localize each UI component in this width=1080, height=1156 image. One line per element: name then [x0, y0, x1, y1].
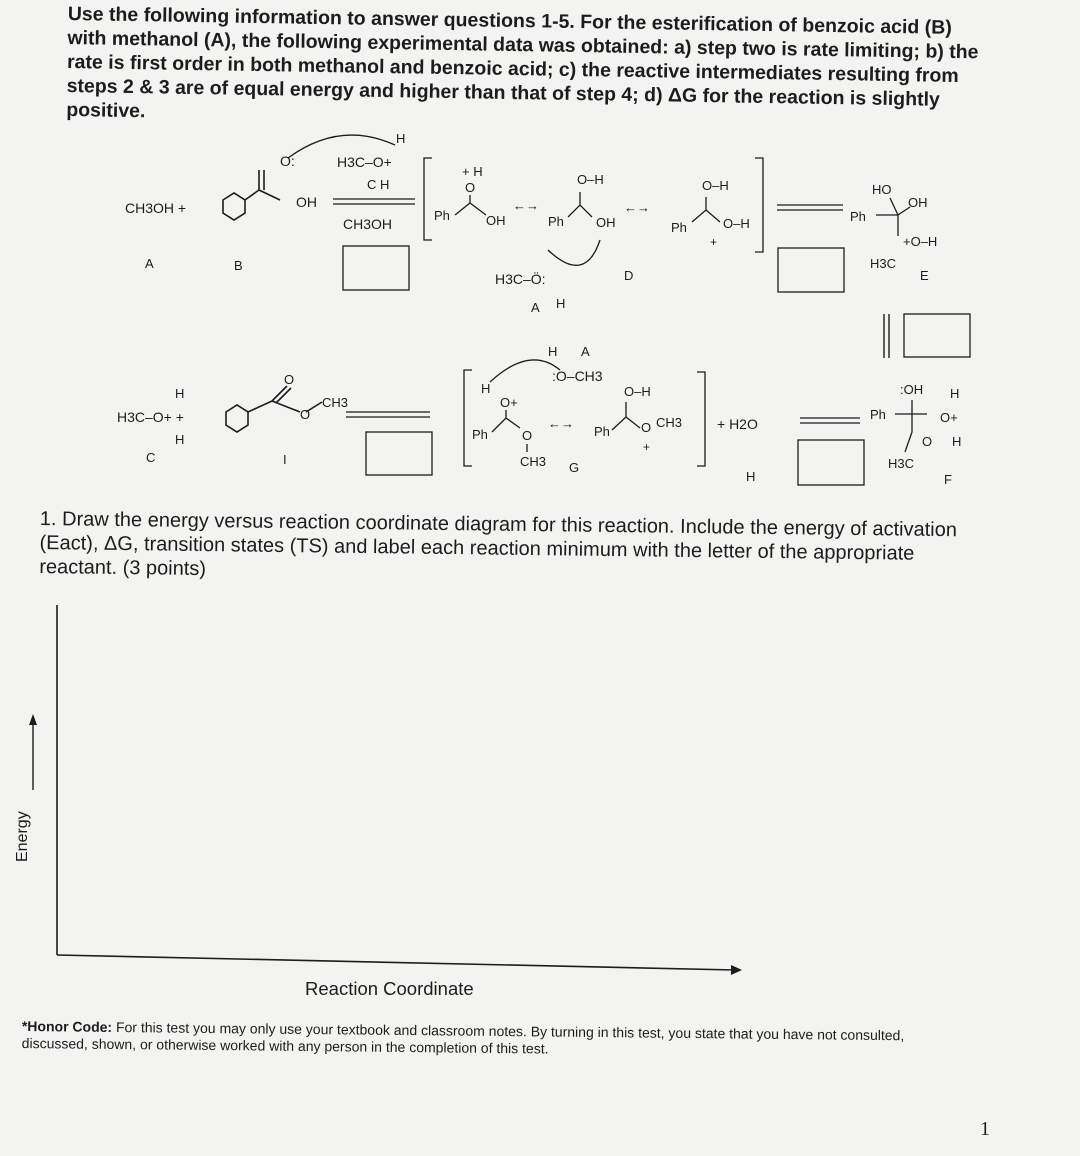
h-under: H [556, 296, 566, 311]
svg-text:O: O [284, 372, 295, 387]
label-g: G [569, 460, 580, 475]
carbonyl-o-b: O: [280, 153, 295, 169]
oh2-plus-e: +O–H [903, 234, 938, 249]
h-c2: H [175, 432, 185, 447]
svg-text:←→: ←→ [513, 198, 539, 213]
label-a: A [145, 256, 154, 271]
h3c-o: H3C–O+ + [117, 409, 184, 425]
ch3-g2: CH3 [656, 415, 683, 430]
ch3-g: CH3 [520, 454, 547, 469]
svg-text:←→: ←→ [624, 200, 650, 215]
label-d: D [624, 268, 634, 283]
oh-b: OH [296, 194, 317, 210]
o-plus-f: O+ [940, 410, 958, 425]
page-number: 1 [980, 1118, 990, 1140]
h-f: H [950, 386, 960, 401]
honor-code-text: For this test you may only use your textbook and classroom notes. By turning in this test, you state that you have not consulted, discussed, shown, or otherwise worked with any person in the completion of this test. [21, 1018, 905, 1057]
o-h-2: O–H [577, 172, 604, 187]
h-c: H [175, 386, 185, 401]
h-f2: H [952, 434, 962, 449]
ch3oh-below-arrow: CH3OH [343, 216, 393, 232]
label-e: E [920, 268, 929, 283]
label-h: H [746, 469, 756, 484]
y-axis-label: Energy [14, 811, 31, 862]
svg-text:O: O [300, 407, 311, 422]
svg-text:O: O [641, 420, 652, 435]
o-h-3: O–H [702, 178, 729, 193]
ph-3: Ph [671, 220, 687, 235]
o-h-g: O–H [624, 384, 651, 399]
question-1: 1. Draw the energy versus reaction coordinate diagram for this reaction. Include the energy of activation (Eact), ΔG, transition states (TS) and label each reaction minimum with the letter of the appropriate reactant. (3 points) [39, 507, 958, 581]
label-i: I [283, 452, 287, 467]
svg-text:O: O [465, 180, 476, 195]
oh-2: OH [596, 215, 616, 230]
svg-text:O: O [522, 428, 533, 443]
honor-code-label: *Honor Code: [21, 1018, 113, 1035]
ho-e: HO [872, 182, 892, 197]
oh-e: OH [908, 195, 928, 210]
label-f: F [944, 472, 952, 487]
label-a2: A [531, 300, 540, 315]
label-c: C [146, 450, 156, 465]
h3c-e: H3C [870, 256, 897, 271]
intro-paragraph: Use the following information to answer questions 1-5. For the esterification of benzoic acid (B) with methanol (A), the following experimental data was obtained: a) step two is rate limiting; b) the rate is first order in both methanol and benzoic acid; c) the reactive intermediates resulting from steps 2 & 3 are of equal energy and higher than that of step 4; d) ΔG for the reaction is slightly positive. [66, 2, 979, 123]
c-h-text: C H [367, 177, 390, 192]
svg-text:←→: ←→ [548, 416, 574, 431]
top-h: H [396, 131, 406, 146]
x-axis-label: Reaction Coordinate [305, 978, 474, 999]
ph-g2: Ph [594, 424, 610, 439]
o-ch3: :O–CH3 [552, 368, 603, 384]
oh-f: :OH [900, 382, 924, 397]
ph-1: Ph [434, 208, 450, 223]
o-f: O [922, 434, 933, 449]
x-axis [57, 955, 735, 970]
energy-arrowhead [29, 714, 37, 725]
ch3-i: CH3 [322, 395, 349, 410]
o-h-3b: O–H [723, 216, 750, 231]
ph-f: Ph [870, 407, 886, 422]
h3c-f: H3C [888, 456, 915, 471]
a2: A [581, 344, 590, 359]
plus-h: + H [462, 164, 483, 179]
plus-3: + [710, 235, 718, 249]
h2o: + H2O [717, 416, 758, 432]
o-plus: O+ [500, 395, 518, 410]
methanol-attack: H3C–Ö: [495, 271, 546, 287]
methanol-text: CH3OH + [125, 200, 187, 216]
ph-g1: Ph [472, 427, 488, 442]
protonated-methanol: H3C–O+ [337, 154, 392, 170]
oh-1: OH [486, 213, 506, 228]
plus-g: + [643, 440, 651, 454]
ph-e: Ph [850, 209, 866, 224]
x-axis-arrowhead [731, 965, 742, 975]
h-a: H [548, 344, 558, 359]
h-o-plus: H [481, 381, 491, 396]
label-b: B [234, 258, 243, 273]
ph-2: Ph [548, 214, 564, 229]
